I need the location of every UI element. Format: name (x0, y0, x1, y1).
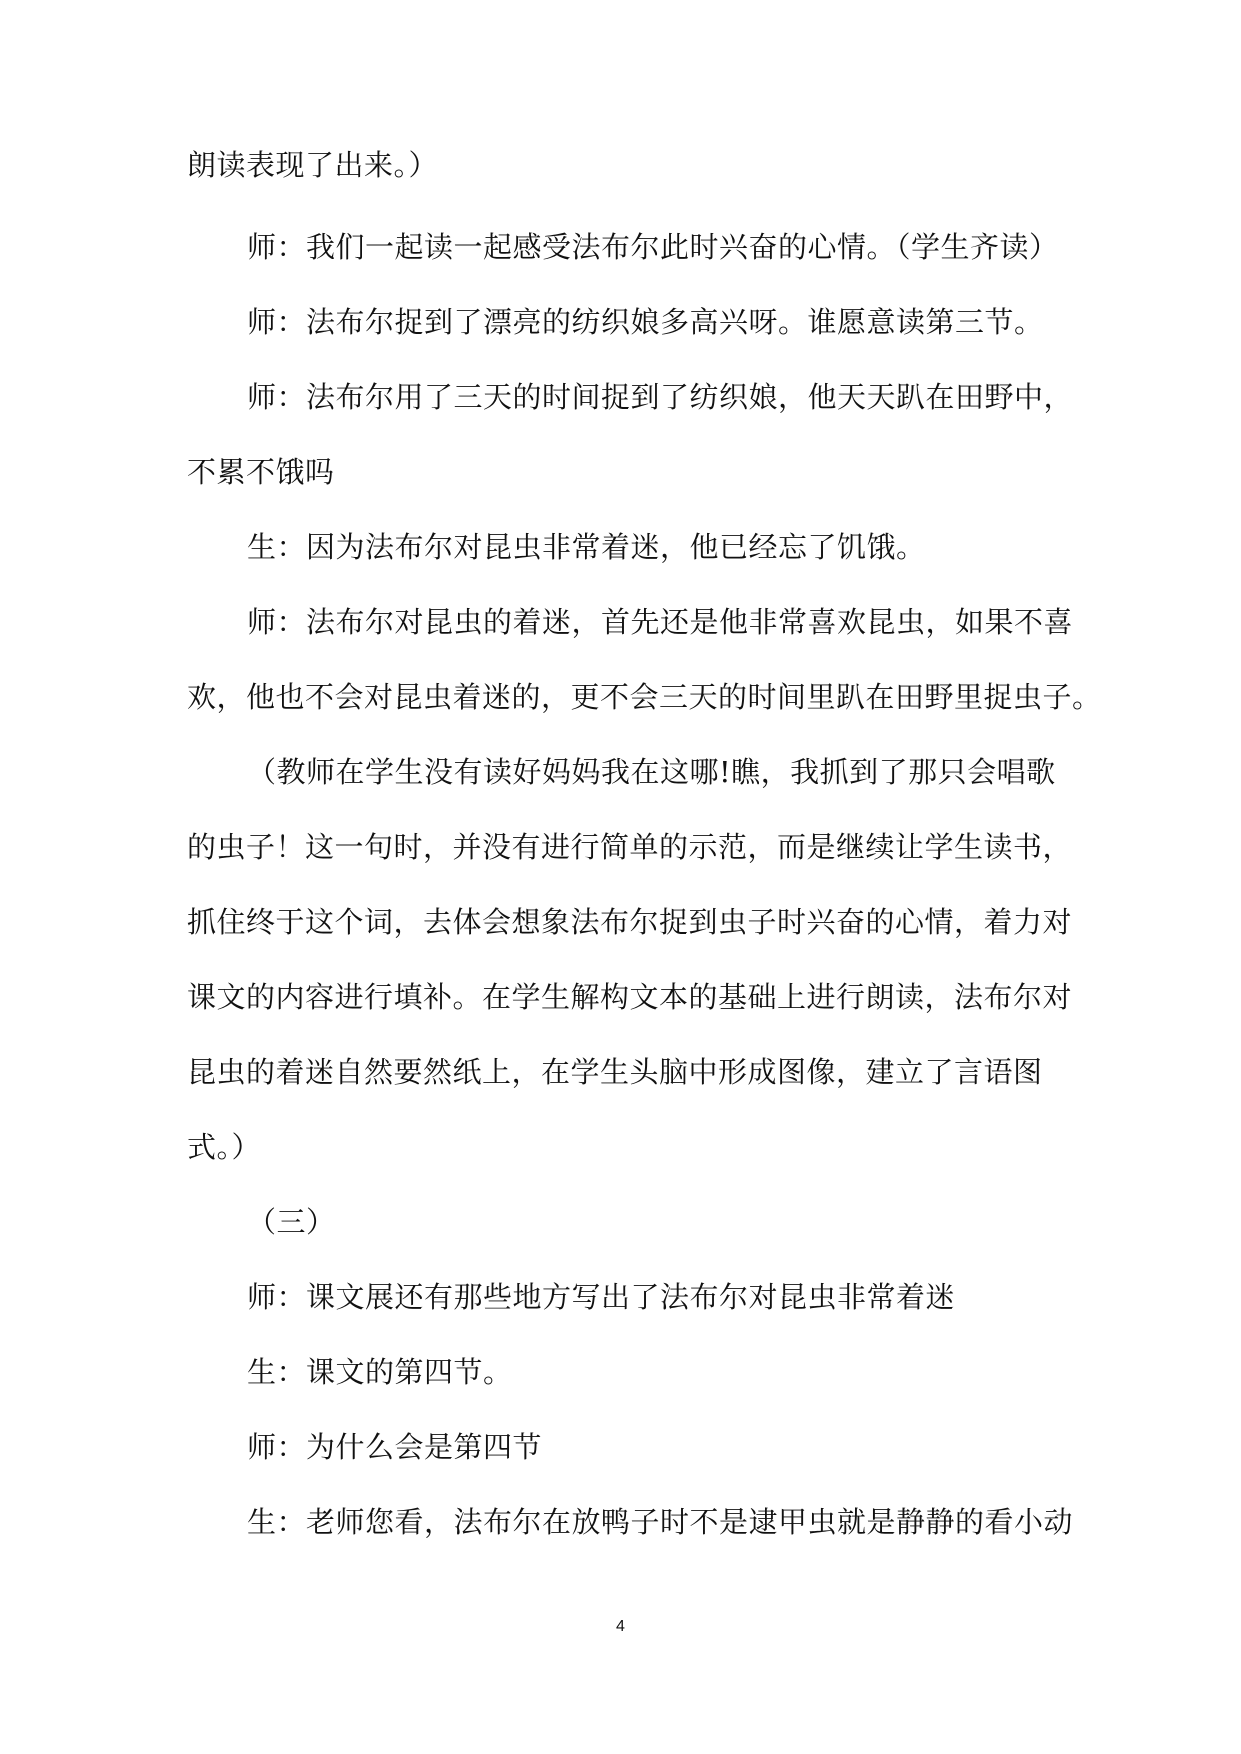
text-line: 师：法布尔用了三天的时间捉到了纺织娘，他天天趴在田野中， (247, 380, 1074, 414)
section-heading: （三） (247, 1205, 336, 1239)
text-line: 生：老师您看，法布尔在放鸭子时不是逮甲虫就是静静的看小动 (247, 1505, 1074, 1539)
text-line: 师：课文展还有那些地方写出了法布尔对昆虫非常着迷 (247, 1280, 956, 1314)
text-line: （教师在学生没有读好妈妈我在这哪!瞧，我抓到了那只会唱歌 (247, 755, 1056, 789)
text-line: 师：法布尔捉到了漂亮的纺织娘多高兴呀。谁愿意读第三节。 (247, 305, 1044, 339)
page-number: 4 (616, 1618, 625, 1635)
text-line: 生：课文的第四节。 (247, 1355, 513, 1389)
text-line: 昆虫的着迷自然要然纸上，在学生头脑中形成图像，建立了言语图 (187, 1055, 1043, 1089)
text-line: 师：为什么会是第四节 (247, 1430, 543, 1464)
text-line: 生：因为法布尔对昆虫非常着迷，他已经忘了饥饿。 (247, 530, 926, 564)
text-line: 抓住终于这个词，去体会想象法布尔捉到虫子时兴奋的心情，着力对 (187, 905, 1073, 939)
text-line: 不累不饿吗 (187, 455, 335, 489)
text-line: 欢，他也不会对昆虫着迷的，更不会三天的时间里趴在田野里捉虫子。 (187, 680, 1102, 714)
text-line: 式。） (187, 1130, 262, 1164)
text-line: 的虫子！这一句时，并没有进行简单的示范，而是继续让学生读书， (187, 830, 1073, 864)
text-line: 朗读表现了出来。） (187, 148, 439, 182)
text-line: 师：我们一起读一起感受法布尔此时兴奋的心情。（学生齐读） (247, 230, 1059, 264)
text-line: 师：法布尔对昆虫的着迷，首先还是他非常喜欢昆虫，如果不喜 (247, 605, 1074, 639)
text-line: 课文的内容进行填补。在学生解构文本的基础上进行朗读，法布尔对 (187, 980, 1073, 1014)
